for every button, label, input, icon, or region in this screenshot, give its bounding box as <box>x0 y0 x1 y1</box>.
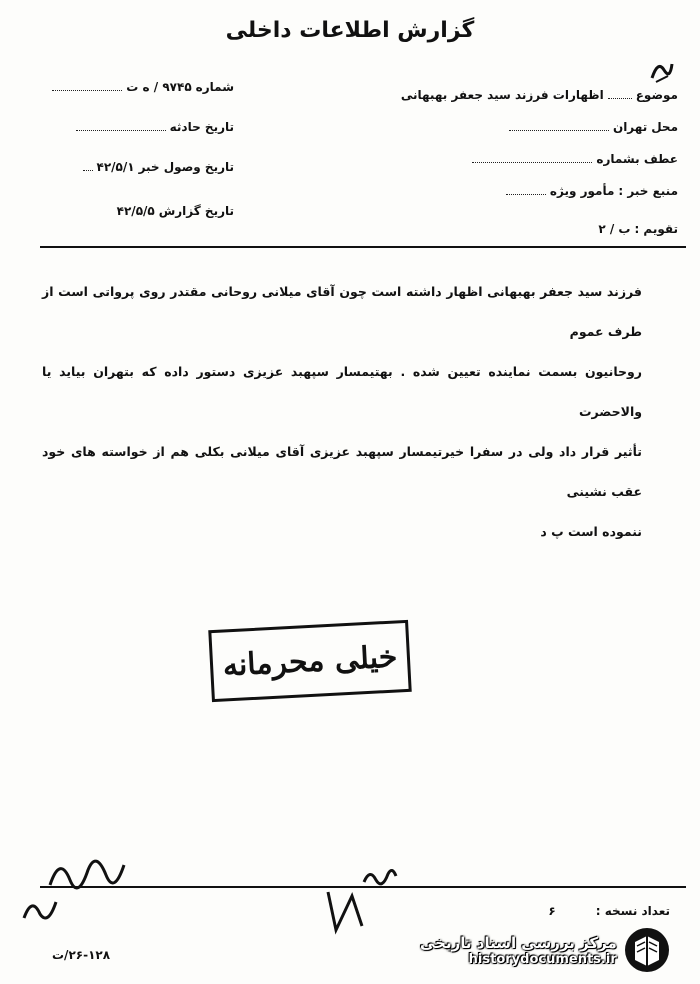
location-value: تهران <box>612 120 648 134</box>
incident-date-dots <box>76 123 166 131</box>
check-mark-icon <box>322 886 368 936</box>
body-line: تأثیر قرار داد ولی در سفرا خیرتیمسار سپهبد عزیزی آقای میلانی بکلی هم از خواسته های خود عقب نشینی <box>42 444 642 499</box>
classification-stamp: خیلی محرمانه <box>208 620 411 702</box>
subject-field <box>401 88 678 102</box>
source-field <box>506 184 678 198</box>
evaluation-field <box>598 222 678 236</box>
receipt-date-label: تاریخ وصول خبر <box>138 160 234 174</box>
source-label: منبع خبر : <box>618 184 678 198</box>
receipt-date-field <box>83 160 235 174</box>
archive-watermark <box>420 924 692 976</box>
report-date-field <box>117 204 234 218</box>
copies-field <box>548 904 670 918</box>
evaluation-label: تقویم : <box>634 222 678 236</box>
subject-dots <box>608 91 632 99</box>
receipt-date-value: ۴۲/۵/۱ <box>96 160 135 174</box>
watermark-url: historydocuments.ir <box>468 951 617 967</box>
subject-label: موضوع <box>635 88 678 102</box>
receipt-date-dots <box>83 163 93 171</box>
watermark-org-name: مرکز بررسی اسناد تاریخی <box>420 933 617 952</box>
number-label: شماره <box>195 80 234 94</box>
corner-mark-icon <box>648 56 676 86</box>
body-line: ننموده است پ د <box>540 524 642 539</box>
source-value: مأمور ویژه <box>549 184 615 198</box>
report-title: گزارش اطلاعات داخلی <box>225 18 475 43</box>
document-reference: ۲۶-۱۲۸/ت <box>52 948 111 962</box>
margin-note-icon <box>18 888 68 928</box>
number-value: ۹۷۴۵ / ه ت <box>126 80 192 94</box>
copies-value: ۶ <box>548 904 556 918</box>
watermark-text <box>420 934 617 967</box>
archive-logo-icon <box>623 926 671 974</box>
body-line: روحانیون بسمت نماینده تعیین شده . بهتیمسار سپهبد عزیزی دستور داده که بتهران بیاید یا والاحضرت <box>42 364 642 419</box>
report-body <box>42 272 642 552</box>
location-field <box>509 120 678 134</box>
incident-date-label: تاریخ حادثه <box>169 120 234 134</box>
reference-field <box>472 152 678 166</box>
report-date-value: ۴۲/۵/۵ <box>116 204 155 218</box>
number-dots <box>52 83 122 91</box>
incident-date-field <box>76 120 234 134</box>
header-separator <box>40 246 686 248</box>
copies-label: تعداد نسخه : <box>595 904 670 918</box>
location-dots <box>509 123 609 131</box>
number-field <box>52 80 234 94</box>
evaluation-value: ب / ۲ <box>598 222 631 236</box>
subject-value: اظهارات فرزند سید جعفر بهبهانی <box>400 88 604 102</box>
report-date-label: تاریخ گزارش <box>158 204 234 218</box>
location-label: محل <box>651 120 678 134</box>
body-line: فرزند سید جعفر بهبهانی اظهار داشته است چون آقای میلانی روحانی مقتدر روی پرواتی است از طرف عموم <box>42 284 642 339</box>
source-dots <box>506 187 546 195</box>
reference-dots <box>472 155 592 163</box>
reference-label: عطف بشماره <box>596 152 678 166</box>
